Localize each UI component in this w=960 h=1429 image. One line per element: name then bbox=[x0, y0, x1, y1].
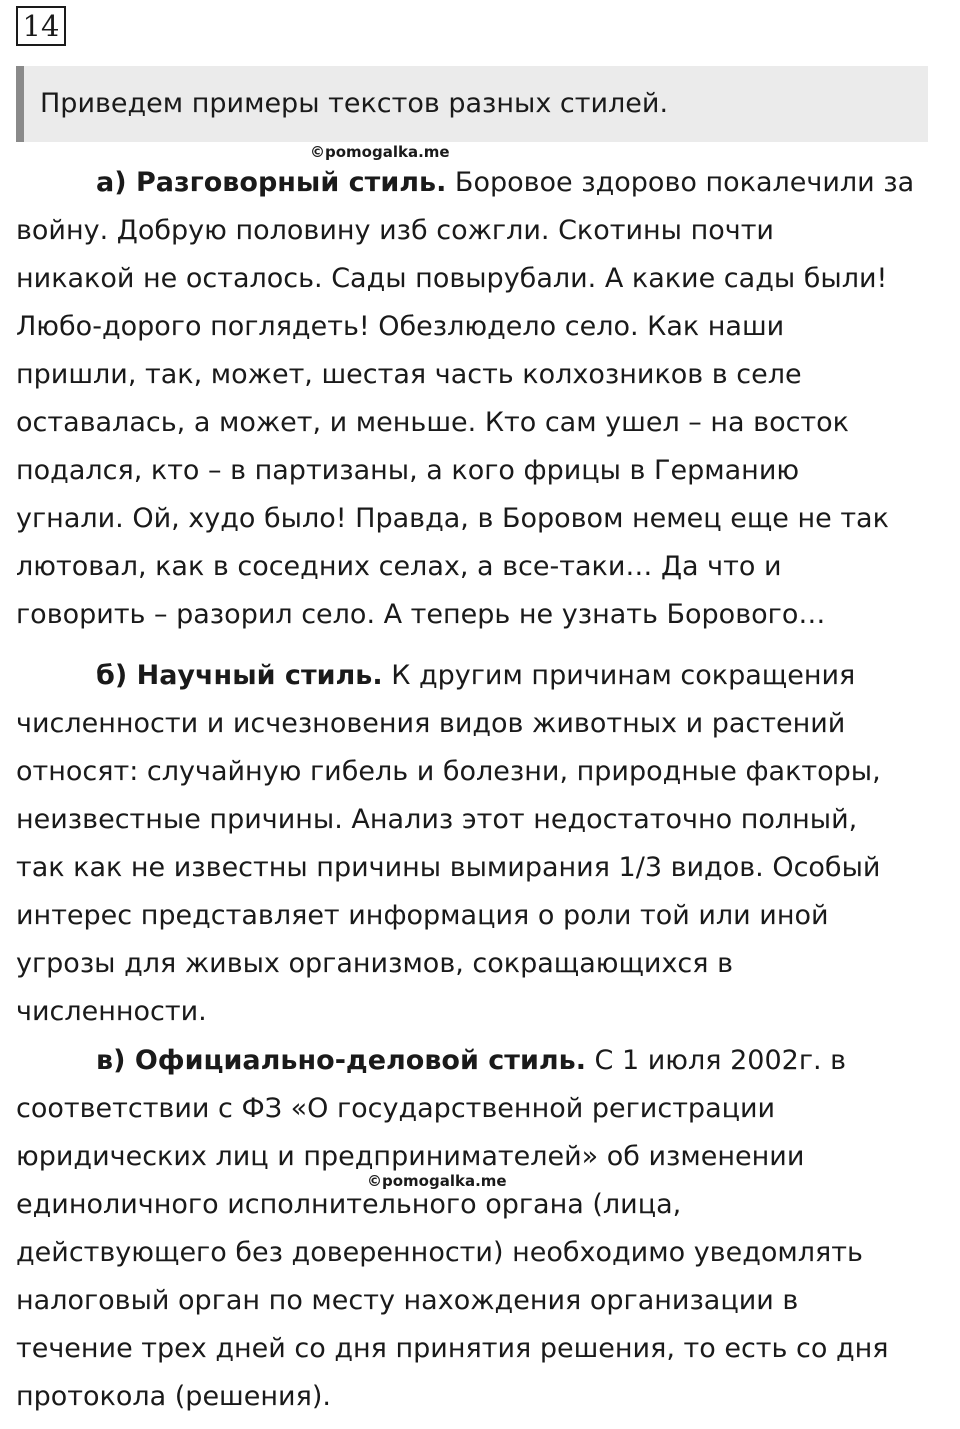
paragraph-line: говорить – разорил село. А теперь не узнать Борового… bbox=[16, 599, 826, 630]
paragraph-line: неизвестные причины. Анализ этот недостаточно полный, bbox=[16, 804, 858, 835]
paragraph-line: войну. Добрую половину изб сожгли. Скотины почти bbox=[16, 215, 774, 246]
paragraph-line: относят: случайную гибель и болезни, природные факторы, bbox=[16, 756, 881, 787]
section-heading: в) Официально-деловой стиль. bbox=[96, 1045, 586, 1076]
paragraph-line: единоличного исполнительного органа (лица, bbox=[16, 1189, 682, 1220]
watermark: ©pomogalka.me bbox=[367, 1172, 507, 1190]
paragraph-line: протокола (решения). bbox=[16, 1381, 331, 1412]
intro-text: Приведем примеры текстов разных стилей. bbox=[40, 88, 669, 119]
section-scientific bbox=[16, 652, 946, 1036]
task-number: 14 bbox=[16, 6, 66, 46]
paragraph-line: угнали. Ой, худо было! Правда, в Боровом немец еще не так bbox=[16, 503, 889, 534]
paragraph-line: угрозы для живых организмов, сокращающихся в bbox=[16, 948, 734, 979]
paragraph-line: пришли, так, может, шестая часть колхозников в селе bbox=[16, 359, 802, 390]
paragraph-line: а) Разговорный стиль. Боровое здорово покалечили за bbox=[96, 167, 915, 198]
paragraph-line: Любо-дорого поглядеть! Обезлюдело село. Как наши bbox=[16, 311, 785, 342]
section-conversational bbox=[16, 159, 946, 639]
paragraph-line: так как не известны причины вымирания 1/3 видов. Особый bbox=[16, 852, 881, 883]
paragraph-line: соответствии с ФЗ «О государственной регистрации bbox=[16, 1093, 776, 1124]
paragraph-line: интерес представляет информация о роли той или иной bbox=[16, 900, 829, 931]
paragraph-line: оставалась, а может, и меньше. Кто сам ушел – на восток bbox=[16, 407, 849, 438]
intro-box bbox=[16, 66, 928, 142]
paragraph-line: юридических лиц и предпринимателей» об изменении bbox=[16, 1141, 805, 1172]
paragraph-line: б) Научный стиль. К другим причинам сокращения bbox=[96, 660, 856, 691]
paragraph-line: течение трех дней со дня принятия решения, то есть со дня bbox=[16, 1333, 889, 1364]
section-heading: б) Научный стиль. bbox=[96, 660, 383, 691]
section-heading: а) Разговорный стиль. bbox=[96, 167, 447, 198]
watermark: ©pomogalka.me bbox=[310, 143, 450, 161]
paragraph-line: действующего без доверенности) необходимо уведомлять bbox=[16, 1237, 863, 1268]
paragraph-line: подался, кто – в партизаны, а кого фрицы в Германию bbox=[16, 455, 800, 486]
paragraph-line: налоговый орган по месту нахождения организации в bbox=[16, 1285, 799, 1316]
paragraph-line: никакой не осталось. Сады повырубали. А какие сады были! bbox=[16, 263, 888, 294]
paragraph-line: в) Официально-деловой стиль. С 1 июля 2002г. в bbox=[96, 1045, 847, 1076]
section-official bbox=[16, 1037, 946, 1421]
paragraph-line: численности и исчезновения видов животных и растений bbox=[16, 708, 846, 739]
paragraph-line: лютовал, как в соседних селах, а все-таки… Да что и bbox=[16, 551, 782, 582]
paragraph-line: численности. bbox=[16, 996, 207, 1027]
